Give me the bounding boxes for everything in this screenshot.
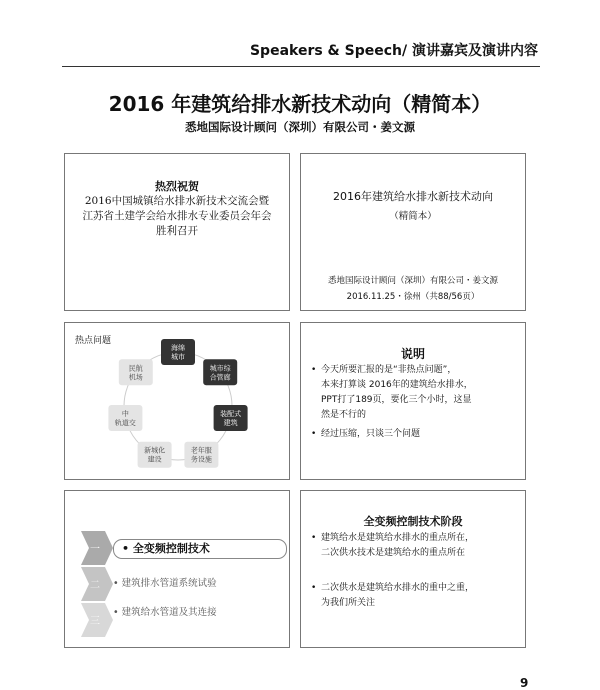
- hot-topic-text: 装配式: [220, 410, 242, 418]
- bullet-line: 本来打算谈 2016年的建筑给水排水，: [321, 380, 473, 390]
- hot-topic-node: [184, 442, 218, 468]
- bullet-line: 二次供水是建筑给水排水的重中之重，: [321, 583, 475, 593]
- bullet-line: 建筑给水是建筑给水排水的重点所在，: [321, 533, 475, 543]
- hot-topic-text: 机场: [128, 373, 143, 382]
- bullet-dot: •: [311, 583, 317, 593]
- hot-topic-text: 海绵: [171, 344, 185, 352]
- hot-topic-text: 新城化: [144, 446, 166, 455]
- agenda-number: 三: [90, 616, 100, 627]
- agenda-number: 一: [90, 544, 100, 555]
- explanation-bullet: [311, 363, 519, 423]
- bullet-text: [311, 581, 519, 611]
- agenda-item-text: 全变频控制技术: [132, 542, 210, 555]
- agenda-item-text: 建筑排水管道系统试验: [121, 578, 217, 589]
- hot-topic-node: [138, 442, 172, 468]
- slide-cover-subtitle: （精简本）: [389, 211, 437, 222]
- hot-topic-node: [203, 359, 237, 385]
- bullet-text: [311, 363, 519, 423]
- hot-topic-box: [161, 339, 195, 365]
- bullet-dot: •: [311, 365, 317, 375]
- hot-topics-label: 热点问题: [75, 336, 112, 346]
- hot-topic-text: 中: [121, 410, 129, 418]
- bullet-line: 二次供水技术是建筑给水的重点所在: [321, 548, 466, 558]
- page-subtitle: 悉地国际设计顾问（深圳）有限公司・姜文源: [185, 120, 415, 134]
- greeting-line: 2016中国城镇给水排水新技术交流会暨: [84, 195, 270, 207]
- agenda-item: • 建筑给水管道及其连接: [113, 607, 217, 618]
- hot-topic-text: 建设: [147, 455, 162, 464]
- slide-cover-author: 悉地国际设计顾问（深圳）有限公司・姜文源: [327, 276, 498, 286]
- bullet-line: 然是不行的: [321, 410, 367, 420]
- greeting-body: [65, 194, 289, 239]
- hot-topic-text: 城市综: [209, 364, 231, 373]
- bullet-dot: •: [311, 533, 317, 543]
- slide-vfd-stage: [300, 490, 526, 648]
- hot-topic-text: 务设施: [190, 455, 212, 464]
- vfd-bullet: [311, 531, 519, 561]
- hot-topic-node: [108, 405, 142, 431]
- bullet-line: 今天所要汇报的是“非热点问题”，: [321, 365, 457, 375]
- bullet-text: [311, 427, 519, 442]
- explanation-bullet: [311, 427, 519, 442]
- hot-topic-text: 民航: [128, 364, 143, 373]
- hot-topic-text: 建筑: [223, 419, 238, 427]
- agenda-number: 二: [90, 580, 100, 591]
- agenda-item-text: 建筑给水管道及其连接: [121, 607, 217, 618]
- hot-topic-text: 城市: [171, 353, 185, 361]
- hot-topic-box: [214, 405, 248, 431]
- slide-agenda: [64, 490, 290, 648]
- greeting-title: 热烈祝贺: [155, 180, 199, 193]
- slide-cover: [300, 153, 526, 311]
- slide-explanation: [300, 322, 526, 480]
- hot-topics-cycle-diagram: [65, 323, 291, 481]
- bullet-line: 为我们所关注: [321, 598, 376, 608]
- explanation-title: 说明: [400, 347, 425, 361]
- agenda-item: • 建筑排水管道系统试验: [113, 578, 217, 589]
- slide-congratulations: [64, 153, 290, 311]
- bullet-line: PPT打了189页，要化三个小时，这显: [321, 395, 472, 405]
- slide-hot-topics: [64, 322, 290, 480]
- vfd-title: 全变频控制技术阶段: [363, 515, 463, 528]
- page-title: 2016 年建筑给排水新技术动向（精简本）: [108, 92, 492, 116]
- bullet-text: [311, 531, 519, 561]
- slide-cover-title: 2016年建筑给水排水新技术动向: [333, 190, 493, 203]
- slide-cover-date: 2016.11.25・徐州（共88/56页）: [346, 292, 480, 302]
- bullet-dot: •: [311, 429, 317, 439]
- hot-topic-node: [119, 359, 153, 385]
- hot-topic-text: 轨道交: [114, 419, 136, 427]
- bullet-line: 经过压缩，只谈三个问题: [321, 429, 421, 439]
- hot-topic-text: 老年服: [190, 446, 212, 455]
- hot-topic-node: [161, 339, 195, 365]
- greeting-line: 胜利召开: [156, 225, 198, 237]
- agenda-item-active: • 全变频控制技术: [113, 539, 287, 559]
- greeting-line: 江苏省土建学会给水排水专业委员会年会: [82, 210, 272, 222]
- page-number: 9: [520, 676, 529, 690]
- hot-topic-node: [214, 405, 248, 431]
- hot-topic-box: [108, 405, 142, 431]
- vfd-bullet: [311, 581, 519, 611]
- header-rule: [62, 66, 540, 67]
- section-title: Speakers & Speech/ 演讲嘉宾及演讲内容: [249, 43, 538, 59]
- agenda-chevrons: [65, 491, 291, 649]
- hot-topic-text: 合管廊: [209, 373, 231, 382]
